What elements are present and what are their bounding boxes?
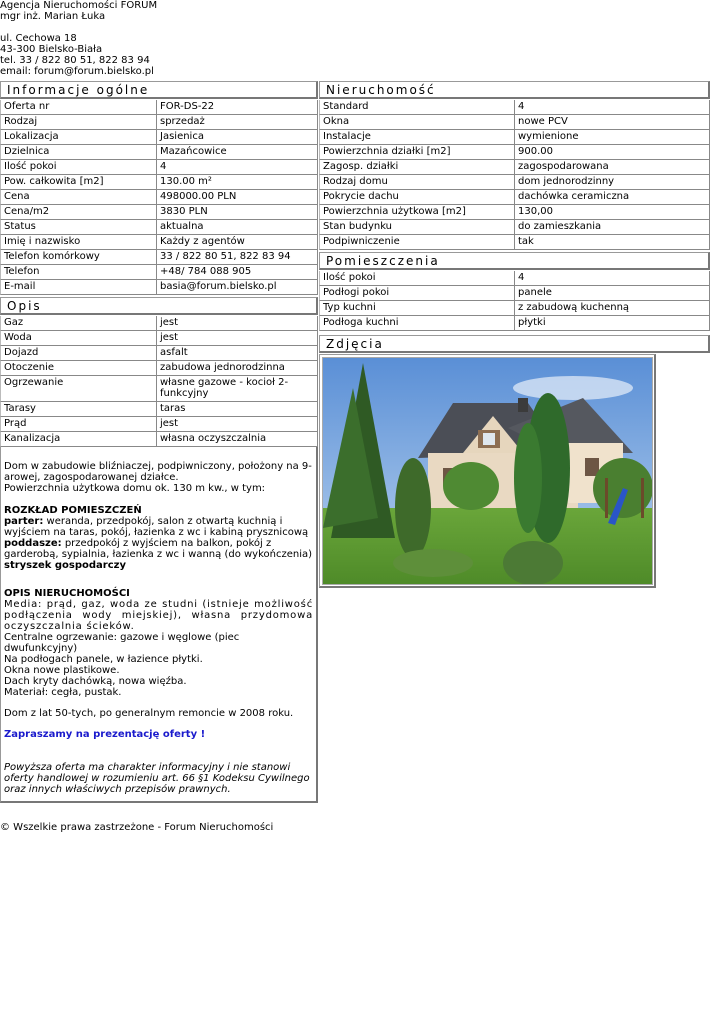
stryszek: stryszek gospodarczy bbox=[4, 560, 126, 571]
row-label: Tarasy bbox=[0, 402, 157, 417]
row-value: Jasienica bbox=[157, 130, 318, 145]
disclaimer-text: Powyższa oferta ma charakter informacyjny i nie stanowi oferty handlowej w rozumieniu art. 66 §1 Kodeksu Cywilnego oraz innych właściwych przepisów prawnych. bbox=[4, 762, 310, 795]
table-row bbox=[319, 205, 710, 220]
table-row bbox=[0, 417, 318, 432]
row-label: Pokrycie dachu bbox=[319, 190, 515, 205]
table-row bbox=[0, 100, 318, 115]
agency-name: Agencja Nieruchomości FORUM bbox=[0, 0, 158, 11]
floors-text: Na podłogach panele, w łazience płytki. bbox=[4, 654, 203, 665]
row-label: Ogrzewanie bbox=[0, 376, 157, 402]
section-title-general: Informacje ogólne bbox=[0, 81, 318, 99]
row-label: Prąd bbox=[0, 417, 157, 432]
row-value: asfalt bbox=[157, 346, 318, 361]
description bbox=[0, 447, 318, 803]
table-row bbox=[0, 280, 318, 295]
row-label: Oferta nr bbox=[0, 100, 157, 115]
row-value: zagospodarowana bbox=[515, 160, 710, 175]
row-label: Stan budynku bbox=[319, 220, 515, 235]
row-label: Rodzaj bbox=[0, 115, 157, 130]
row-label: Podłogi pokoi bbox=[319, 286, 515, 301]
roof-text: Dach kryty dachówką, nowa więźba. bbox=[4, 676, 187, 687]
row-label: Status bbox=[0, 220, 157, 235]
table-row bbox=[0, 160, 318, 175]
row-value: wymienione bbox=[515, 130, 710, 145]
agency-header bbox=[0, 0, 300, 77]
rooms-table bbox=[319, 271, 710, 331]
table-row bbox=[0, 220, 318, 235]
row-value: 130,00 bbox=[515, 205, 710, 220]
parter-text: weranda, przedpokój, salon z otwartą kuchnią i wyjściem na taras, pokój, łazienka z wc i kabiną prysznicową bbox=[4, 516, 309, 538]
row-value: 4 bbox=[515, 271, 710, 286]
table-row bbox=[319, 316, 710, 331]
section-title-photos: Zdjęcia bbox=[319, 335, 710, 353]
row-label: Dzielnica bbox=[0, 145, 157, 160]
table-row bbox=[319, 145, 710, 160]
table-row bbox=[0, 130, 318, 145]
section-title-opis: Opis bbox=[0, 297, 318, 315]
row-label: Otoczenie bbox=[0, 361, 157, 376]
right-column bbox=[319, 81, 710, 588]
table-row bbox=[319, 301, 710, 316]
row-value: Mazańcowice bbox=[157, 145, 318, 160]
row-label: Kanalizacja bbox=[0, 432, 157, 447]
row-label: Imię i nazwisko bbox=[0, 235, 157, 250]
table-row bbox=[0, 402, 318, 417]
row-value: 130.00 m² bbox=[157, 175, 318, 190]
row-value: 3830 PLN bbox=[157, 205, 318, 220]
material-text: Materiał: cegła, pustak. bbox=[4, 687, 122, 698]
poddasze-line bbox=[4, 538, 313, 560]
house-photo-image bbox=[323, 358, 653, 585]
opis-heading: OPIS NIERUCHOMOŚCI bbox=[4, 588, 130, 599]
row-label: Cena/m2 bbox=[0, 205, 157, 220]
desc-intro: Dom w zabudowie bliźniaczej, podpiwniczony, położony na 9-arowej, zagospodarowanej działce. bbox=[4, 461, 312, 483]
general-info-table bbox=[0, 100, 318, 295]
table-row bbox=[319, 175, 710, 190]
rozklad-heading: ROZKŁAD POMIESZCZEŃ bbox=[4, 505, 142, 516]
heating-text: Centralne ogrzewanie: gazowe i węglowe (piec dwufunkcyjny) bbox=[4, 632, 240, 654]
row-label: E-mail bbox=[0, 280, 157, 295]
year-text: Dom z lat 50-tych, po generalnym remoncie w 2008 roku. bbox=[4, 708, 294, 719]
row-label: Typ kuchni bbox=[319, 301, 515, 316]
invite-text: Zapraszamy na prezentację oferty ! bbox=[4, 729, 206, 740]
table-row bbox=[0, 346, 318, 361]
table-row bbox=[0, 250, 318, 265]
row-label: Dojazd bbox=[0, 346, 157, 361]
table-row bbox=[0, 190, 318, 205]
row-value: płytki bbox=[515, 316, 710, 331]
row-label: Standard bbox=[319, 100, 515, 115]
row-value: dachówka ceramiczna bbox=[515, 190, 710, 205]
row-label: Powierzchnia użytkowa [m2] bbox=[319, 205, 515, 220]
table-row bbox=[319, 115, 710, 130]
row-label: Podpiwniczenie bbox=[319, 235, 515, 250]
media-text: Media: prąd, gaz, woda ze studni (istnieje możliwość podłączenia wody miejskiej), własna przydomowa oczyszczalnia ścieków. bbox=[4, 599, 313, 632]
row-value: nowe PCV bbox=[515, 115, 710, 130]
table-row bbox=[0, 316, 318, 331]
agency-street: ul. Cechowa 18 bbox=[0, 33, 77, 44]
row-value: z zabudową kuchenną bbox=[515, 301, 710, 316]
table-row bbox=[0, 376, 318, 402]
row-value: 4 bbox=[157, 160, 318, 175]
row-label: Instalacje bbox=[319, 130, 515, 145]
table-row bbox=[0, 175, 318, 190]
row-value: 4 bbox=[515, 100, 710, 115]
row-value: Każdy z agentów bbox=[157, 235, 318, 250]
row-value: własna oczyszczalnia bbox=[157, 432, 318, 447]
row-value: 498000.00 PLN bbox=[157, 190, 318, 205]
house-photo[interactable] bbox=[322, 357, 653, 585]
row-value: jest bbox=[157, 417, 318, 432]
row-value: tak bbox=[515, 235, 710, 250]
section-title-property: Nieruchomość bbox=[319, 81, 710, 99]
parter-label: parter: bbox=[4, 516, 44, 527]
section-title-rooms: Pomieszczenia bbox=[319, 252, 710, 270]
row-value: jest bbox=[157, 316, 318, 331]
row-label: Powierzchnia działki [m2] bbox=[319, 145, 515, 160]
row-value: sprzedaż bbox=[157, 115, 318, 130]
photo-frame bbox=[319, 354, 656, 588]
row-value: taras bbox=[157, 402, 318, 417]
row-label: Cena bbox=[0, 190, 157, 205]
row-label: Podłoga kuchni bbox=[319, 316, 515, 331]
table-row bbox=[319, 286, 710, 301]
table-row bbox=[0, 361, 318, 376]
row-value: jest bbox=[157, 331, 318, 346]
row-label: Ilość pokoi bbox=[319, 271, 515, 286]
desc-area: Powierzchnia użytkowa domu ok. 130 m kw., w tym: bbox=[4, 483, 266, 494]
row-value: zabudowa jednorodzinna bbox=[157, 361, 318, 376]
table-row bbox=[0, 145, 318, 160]
left-column bbox=[0, 81, 318, 803]
table-row bbox=[0, 432, 318, 447]
property-table bbox=[319, 100, 710, 250]
row-label: Okna bbox=[319, 115, 515, 130]
row-value: panele bbox=[515, 286, 710, 301]
row-value: basia@forum.bielsko.pl bbox=[157, 280, 318, 295]
row-value: własne gazowe - kocioł 2-funkcyjny bbox=[157, 376, 318, 402]
row-label: Ilość pokoi bbox=[0, 160, 157, 175]
row-value: dom jednorodzinny bbox=[515, 175, 710, 190]
row-label: Lokalizacja bbox=[0, 130, 157, 145]
row-label: Telefon bbox=[0, 265, 157, 280]
table-row bbox=[319, 190, 710, 205]
footer-copyright: © Wszelkie prawa zastrzeżone - Forum Nieruchomości bbox=[0, 822, 274, 833]
row-value: do zamieszkania bbox=[515, 220, 710, 235]
row-value: FOR-DS-22 bbox=[157, 100, 318, 115]
parter-line bbox=[4, 516, 313, 538]
agency-phone: tel. 33 / 822 80 51, 822 83 94 bbox=[0, 55, 150, 66]
row-label: Telefon komórkowy bbox=[0, 250, 157, 265]
agency-email: email: forum@forum.bielsko.pl bbox=[0, 66, 154, 77]
table-row bbox=[0, 235, 318, 250]
table-row bbox=[0, 265, 318, 280]
table-row bbox=[0, 115, 318, 130]
table-row bbox=[319, 220, 710, 235]
row-label: Zagosp. działki bbox=[319, 160, 515, 175]
row-value: 900.00 bbox=[515, 145, 710, 160]
poddasze-text: przedpokój z wyjściem na balkon, pokój z garderobą, sypialnia, łazienka z wc i wanną (do wykończenia) bbox=[4, 538, 313, 560]
row-value: +48/ 784 088 905 bbox=[157, 265, 318, 280]
row-label: Pow. całkowita [m2] bbox=[0, 175, 157, 190]
row-label: Gaz bbox=[0, 316, 157, 331]
table-row bbox=[319, 100, 710, 115]
row-value: aktualna bbox=[157, 220, 318, 235]
opis-table bbox=[0, 316, 318, 447]
row-label: Woda bbox=[0, 331, 157, 346]
table-row bbox=[0, 205, 318, 220]
table-row bbox=[0, 331, 318, 346]
row-label: Rodzaj domu bbox=[319, 175, 515, 190]
table-row bbox=[319, 271, 710, 286]
row-value: 33 / 822 80 51, 822 83 94 bbox=[157, 250, 318, 265]
table-row bbox=[319, 235, 710, 250]
windows-text: Okna nowe plastikowe. bbox=[4, 665, 120, 676]
agency-city: 43-300 Bielsko-Biała bbox=[0, 44, 103, 55]
agency-person: mgr inż. Marian Łuka bbox=[0, 11, 106, 22]
table-row bbox=[319, 160, 710, 175]
poddasze-label: poddasze: bbox=[4, 538, 62, 549]
table-row bbox=[319, 130, 710, 145]
